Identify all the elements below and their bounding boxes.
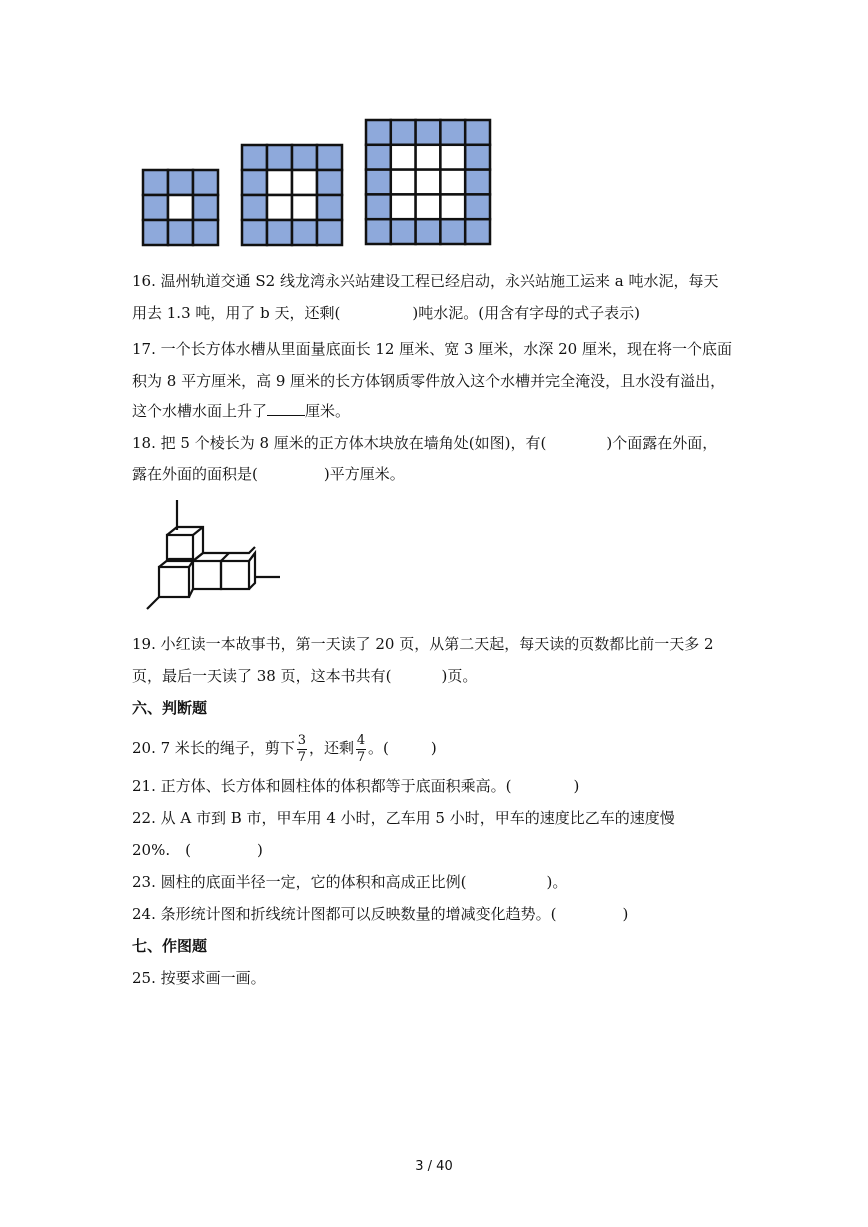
grid-cell-shaded: [416, 219, 441, 244]
q16-text-a: 用去 1.3 吨，用了 b 天，还剩(: [132, 304, 341, 322]
grid-cell-shaded: [242, 220, 267, 245]
grid-cell-shaded: [465, 194, 490, 219]
q20-frac2-num: 4: [356, 732, 366, 748]
q20-line: [132, 728, 437, 768]
q18-line1: [132, 433, 717, 453]
grid-cell-shaded: [366, 120, 391, 145]
square-grid-figures: [0, 0, 868, 260]
q20-frac2-den: 7: [356, 749, 366, 765]
q20-text-c: 。(: [367, 739, 389, 757]
q22-line2: [132, 840, 263, 860]
grid-cell-blank: [440, 170, 465, 195]
q17-text-b: 厘米。: [305, 402, 351, 420]
q20-text-b: ，还剩: [308, 739, 354, 757]
q19-text-b: )页。: [441, 667, 478, 685]
q21-text-a: 21. 正方体、长方体和圆柱体的体积都等于底面积乘高。(: [132, 777, 512, 795]
grid-cell-shaded: [317, 145, 342, 170]
grid-cell-shaded: [193, 195, 218, 220]
grid-cell-shaded: [267, 220, 292, 245]
grid-cell-blank: [267, 170, 292, 195]
q16-line2: [132, 303, 640, 323]
q16-text-b: )吨水泥。(用含有字母的式子表示): [412, 304, 640, 322]
grid-cell-blank: [267, 195, 292, 220]
q17-line3: [132, 401, 350, 421]
grid-cell-shaded: [465, 170, 490, 195]
grid-cell-shaded: [242, 170, 267, 195]
grid-cell-shaded: [440, 120, 465, 145]
grid-cell-blank: [391, 194, 416, 219]
q20-fraction-cut: [297, 734, 307, 765]
grid-cell-shaded: [366, 170, 391, 195]
grid-cell-shaded: [366, 219, 391, 244]
grid-cell-shaded: [292, 220, 317, 245]
q20-text-d: ): [430, 739, 437, 757]
page-number: 3 / 40: [415, 1159, 453, 1174]
grid-figure-2: [242, 145, 342, 245]
grid-cell-shaded: [193, 220, 218, 245]
q18-line2: [132, 464, 405, 484]
section-6-heading: 六、判断题: [132, 699, 208, 717]
grid-cell-shaded: [317, 195, 342, 220]
q18-text-a: 18. 把 5 个棱长为 8 厘米的正方体木块放在墙角处(如图)，有(: [132, 434, 547, 452]
grid-cell-blank: [168, 195, 193, 220]
q22-line1: 22. 从 A 市到 B 市，甲车用 4 小时，乙车用 5 小时，甲车的速度比乙车的速度慢: [132, 809, 675, 827]
q19-line1: 19. 小红读一本故事书，第一天读了 20 页，从第二天起，每天读的页数都比前一天多 2: [132, 635, 714, 653]
grid-cell-shaded: [168, 170, 193, 195]
q18-text-c: 露在外面的面积是(: [132, 465, 258, 483]
grid-cell-shaded: [143, 170, 168, 195]
grid-cell-shaded: [292, 145, 317, 170]
q24-line: [132, 904, 628, 924]
grid-cell-blank: [416, 170, 441, 195]
grid-cell-shaded: [242, 195, 267, 220]
grid-cell-shaded: [391, 219, 416, 244]
grid-cell-shaded: [143, 195, 168, 220]
q19-text-a: 页，最后一天读了 38 页，这本书共有(: [132, 667, 392, 685]
grid-cell-shaded: [143, 220, 168, 245]
grid-cell-shaded: [440, 219, 465, 244]
grid-cell-shaded: [465, 145, 490, 170]
q25-line: 25. 按要求画一画。: [132, 969, 266, 987]
q24-text-a: 24. 条形统计图和折线统计图都可以反映数量的增减变化趋势。(: [132, 905, 557, 923]
grid-cell-shaded: [416, 120, 441, 145]
q21-text-b: ): [573, 777, 580, 795]
q23-text-b: )。: [546, 873, 568, 891]
grid-cell-blank: [416, 194, 441, 219]
grid-cell-blank: [292, 170, 317, 195]
section-7-heading: 七、作图题: [132, 937, 208, 955]
q24-text-b: ): [622, 905, 629, 923]
grid-cell-shaded: [366, 194, 391, 219]
grid-cell-shaded: [391, 120, 416, 145]
q20-text-a: 20. 7 米长的绳子，剪下: [132, 739, 295, 757]
q18-text-d: )平方厘米。: [323, 465, 405, 483]
grid-cell-blank: [391, 170, 416, 195]
q17-blank[interactable]: [267, 401, 305, 416]
grid-figure-1: [143, 170, 218, 245]
q22-text-a: 20%. (: [132, 841, 191, 859]
q20-frac1-den: 7: [297, 749, 307, 765]
cube-corner-figure: [140, 495, 290, 615]
q17-line2: 积为 8 平方厘米，高 9 厘米的长方体钢质零件放入这个水槽并完全淹没，且水没有溢出，: [132, 372, 726, 390]
grid-figure-3: [366, 120, 490, 244]
q23-line: [132, 872, 567, 892]
q16-line1: 16. 温州轨道交通 S2 线龙湾永兴站建设工程已经启动，永兴站施工运来 a 吨水泥，每天: [132, 272, 719, 290]
grid-cell-shaded: [267, 145, 292, 170]
grid-cell-shaded: [242, 145, 267, 170]
q21-line: [132, 776, 579, 796]
grid-cell-blank: [416, 145, 441, 170]
grid-cell-shaded: [366, 145, 391, 170]
grid-cell-blank: [292, 195, 317, 220]
grid-cell-blank: [391, 145, 416, 170]
grid-cell-shaded: [465, 219, 490, 244]
grid-cell-shaded: [193, 170, 218, 195]
grid-cell-shaded: [465, 120, 490, 145]
q18-text-b: )个面露在外面，: [606, 434, 718, 452]
grid-cell-shaded: [168, 220, 193, 245]
grid-cell-shaded: [317, 170, 342, 195]
q20-fraction-left: [356, 734, 366, 765]
grid-cell-blank: [440, 194, 465, 219]
q22-text-b: ): [256, 841, 263, 859]
q20-frac1-num: 3: [297, 732, 307, 748]
q17-line1: 17. 一个长方体水槽从里面量底面长 12 厘米、宽 3 厘米，水深 20 厘米，现在将一个底面: [132, 340, 732, 358]
q17-text-a: 这个水槽水面上升了: [132, 402, 268, 420]
grid-cell-blank: [440, 145, 465, 170]
q23-text-a: 23. 圆柱的底面半径一定，它的体积和高成正比例(: [132, 873, 467, 891]
q19-line2: [132, 666, 477, 686]
grid-cell-shaded: [317, 220, 342, 245]
